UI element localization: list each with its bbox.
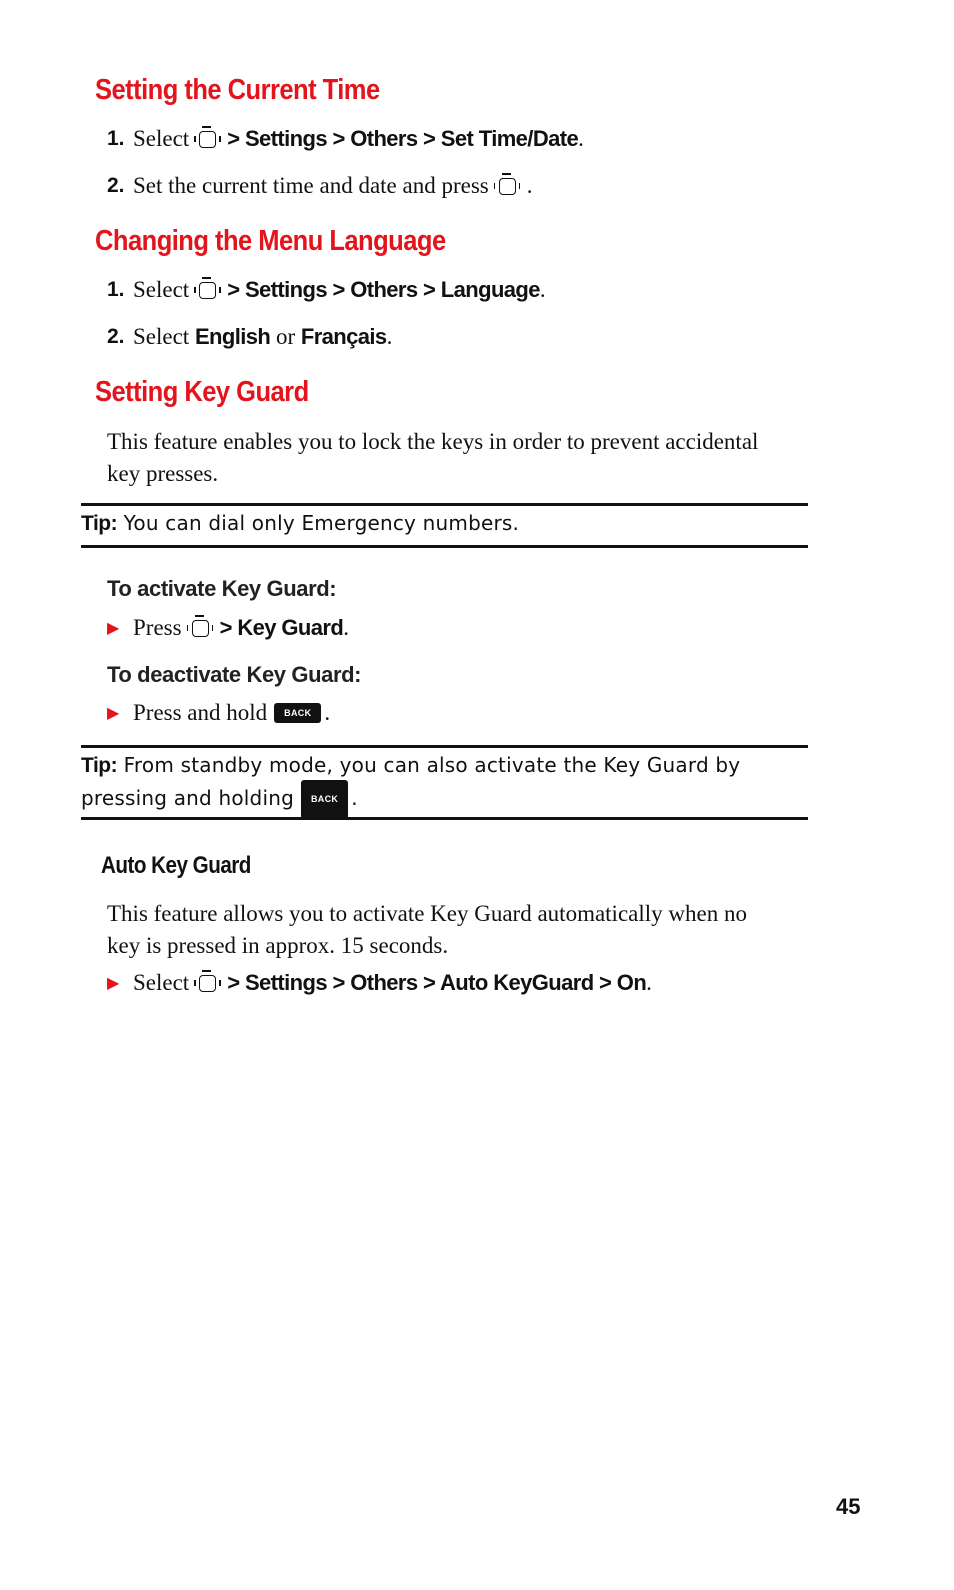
period: . xyxy=(351,786,358,810)
page-number: 45 xyxy=(836,1494,861,1519)
back-key-icon: BACK xyxy=(301,780,348,819)
bullet-arrow-icon: ▶ xyxy=(107,705,120,722)
step-number: 2. xyxy=(107,325,125,348)
tip-label: Tip: xyxy=(81,754,118,777)
step-time-2 xyxy=(107,173,533,199)
activate-step xyxy=(107,615,349,641)
or-word: or xyxy=(275,324,296,349)
deactivate-title: To deactivate Key Guard: xyxy=(107,662,362,687)
menu-path: > Settings > Others > Language xyxy=(227,277,540,302)
menu-key-icon xyxy=(186,617,216,639)
back-key-icon: BACK xyxy=(274,703,321,723)
period: . xyxy=(526,173,533,198)
step-language-2 xyxy=(107,324,392,350)
menu-path: > Settings > Others > Set Time/Date xyxy=(227,126,579,151)
option-francais: Français xyxy=(300,324,387,349)
bullet-arrow-icon: ▶ xyxy=(107,975,120,992)
tip-line-2 xyxy=(81,780,740,819)
tip-text: pressing and holding xyxy=(81,786,294,810)
period: . xyxy=(646,970,652,995)
period: . xyxy=(539,277,546,302)
period: . xyxy=(386,324,393,349)
auto-key-guard-step xyxy=(107,970,652,996)
period: . xyxy=(324,700,331,725)
tip-standby xyxy=(81,751,740,819)
step-verb: Select xyxy=(133,324,190,349)
tip-rule-top xyxy=(81,503,808,506)
step-verb: Select xyxy=(133,126,190,151)
option-english: English xyxy=(194,324,271,349)
tip2-rule-bottom xyxy=(81,817,808,820)
heading-auto-key-guard: Auto Key Guard xyxy=(101,852,251,879)
tip-text: You can dial only Emergency numbers. xyxy=(123,511,520,535)
tip-rule-bottom xyxy=(81,545,808,548)
tip-text: From standby mode, you can also activate the Key Guard by xyxy=(123,753,741,777)
heading-setting-key-guard: Setting Key Guard xyxy=(95,376,309,408)
step-number: 2. xyxy=(107,174,125,197)
step-number: 1. xyxy=(107,127,125,150)
menu-key-icon xyxy=(193,972,223,994)
tip2-rule-top xyxy=(81,745,808,748)
step-language-1 xyxy=(107,277,546,303)
menu-key-icon xyxy=(193,279,223,301)
heading-changing-menu-language: Changing the Menu Language xyxy=(95,225,446,257)
deactivate-step xyxy=(107,700,330,726)
step-text: Press and hold xyxy=(133,700,268,725)
step-verb: Select xyxy=(133,970,190,995)
menu-key-icon xyxy=(193,128,223,150)
tip-line-1 xyxy=(81,751,740,780)
step-verb: Press xyxy=(133,615,182,640)
tip-emergency xyxy=(81,509,519,538)
step-text: Set the current time and date and press xyxy=(133,173,489,198)
auto-key-guard-intro: This feature allows you to activate Key Guard automatically when no key is pressed in approx. 15 seconds. xyxy=(107,901,747,958)
menu-key-icon xyxy=(493,175,523,197)
period: . xyxy=(343,615,349,640)
menu-path: > Key Guard xyxy=(219,615,344,640)
bullet-arrow-icon: ▶ xyxy=(107,620,120,637)
step-verb: Select xyxy=(133,277,190,302)
menu-path: > Settings > Others > Auto KeyGuard > On xyxy=(227,970,647,995)
step-time-1 xyxy=(107,126,584,152)
key-guard-intro: This feature enables you to lock the keys in order to prevent accidental key presses. xyxy=(107,429,759,486)
heading-setting-current-time: Setting the Current Time xyxy=(95,74,380,106)
tip-label: Tip: xyxy=(81,512,118,535)
period: . xyxy=(578,126,584,151)
step-number: 1. xyxy=(107,278,125,301)
activate-title: To activate Key Guard: xyxy=(107,576,337,601)
